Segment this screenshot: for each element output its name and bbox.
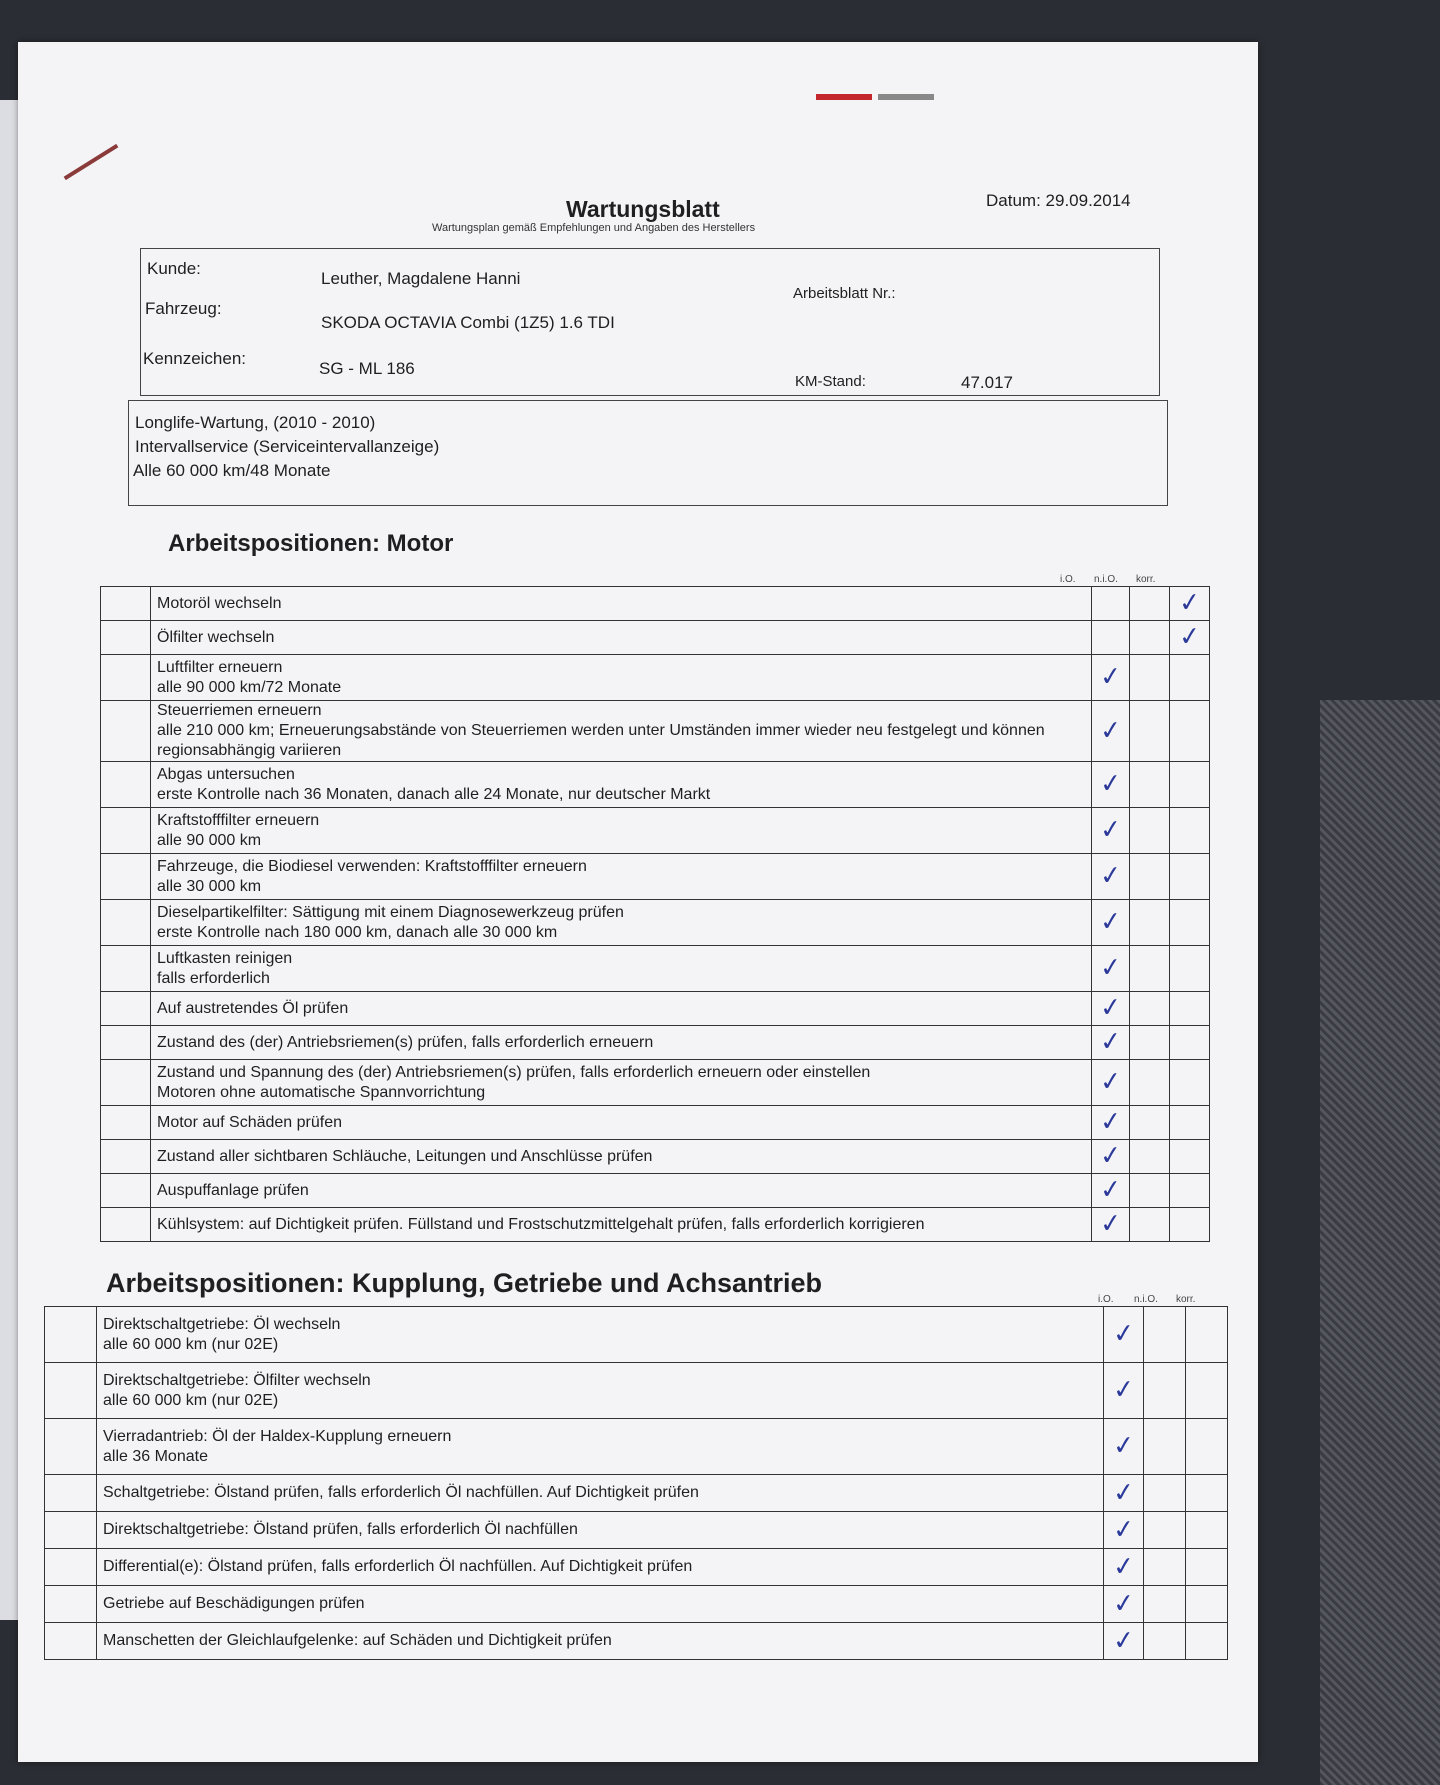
task-cell bbox=[151, 1174, 1092, 1208]
table-row bbox=[101, 992, 1210, 1026]
task-title: Kraftstofffilter erneuern bbox=[157, 811, 320, 829]
checkbox-io[interactable] bbox=[1092, 1026, 1130, 1060]
checkbox-nio[interactable] bbox=[1130, 1174, 1170, 1208]
checkbox-nio[interactable] bbox=[1144, 1512, 1186, 1549]
km-value: 47.017 bbox=[961, 373, 1013, 392]
task-title: Fahrzeuge, die Biodiesel verwenden: Kraftstofffilter erneuern bbox=[157, 857, 587, 875]
check-mark-icon: ✓ bbox=[1111, 1624, 1136, 1657]
task-title: Manschetten der Gleichlaufgelenke: auf Schäden und Dichtigkeit prüfen bbox=[103, 1632, 612, 1649]
row-number-cell bbox=[101, 587, 151, 621]
kupplung-table-body bbox=[45, 1307, 1228, 1660]
task-cell bbox=[151, 621, 1092, 655]
task-cell bbox=[151, 1026, 1092, 1060]
checkbox-io[interactable] bbox=[1104, 1475, 1144, 1512]
checkbox-nio[interactable] bbox=[1130, 621, 1170, 655]
task-note: alle 36 Monate bbox=[103, 1447, 208, 1465]
task-title: Direktschaltgetriebe: Öl wechseln bbox=[103, 1315, 341, 1333]
task-title: Getriebe auf Beschädigungen prüfen bbox=[103, 1595, 365, 1612]
checkbox-nio[interactable] bbox=[1130, 587, 1170, 621]
check-mark-icon: ✓ bbox=[1098, 1139, 1123, 1173]
task-title: Direktschaltgetriebe: Ölfilter wechseln bbox=[103, 1371, 371, 1389]
check-mark-icon: ✓ bbox=[1098, 1065, 1123, 1099]
checkbox-korr[interactable] bbox=[1186, 1475, 1228, 1512]
checkbox-korr[interactable] bbox=[1170, 621, 1210, 655]
checkbox-io[interactable] bbox=[1092, 655, 1130, 701]
checkbox-nio[interactable] bbox=[1144, 1623, 1186, 1660]
checkbox-io[interactable] bbox=[1104, 1586, 1144, 1623]
task-title: Abgas untersuchen bbox=[157, 765, 295, 783]
checkbox-nio[interactable] bbox=[1130, 854, 1170, 900]
checkbox-io[interactable] bbox=[1092, 900, 1130, 946]
checkbox-korr[interactable] bbox=[1170, 655, 1210, 701]
checkbox-nio[interactable] bbox=[1144, 1419, 1186, 1475]
checkbox-io[interactable] bbox=[1092, 854, 1130, 900]
row-number-cell bbox=[45, 1475, 97, 1512]
task-title: Auspuffanlage prüfen bbox=[157, 1181, 309, 1199]
table-row bbox=[101, 854, 1210, 900]
checkbox-io[interactable] bbox=[1092, 1106, 1130, 1140]
plan-box bbox=[128, 400, 1168, 506]
checkbox-korr[interactable] bbox=[1170, 1106, 1210, 1140]
row-number-cell bbox=[45, 1419, 97, 1475]
checkbox-nio[interactable] bbox=[1144, 1586, 1186, 1623]
checkbox-nio[interactable] bbox=[1130, 808, 1170, 854]
task-title: Steuerriemen erneuern bbox=[157, 702, 322, 719]
checkbox-korr[interactable] bbox=[1170, 854, 1210, 900]
date-value: 29.09.2014 bbox=[1045, 191, 1131, 210]
check-mark-icon: ✓ bbox=[1098, 767, 1123, 801]
check-mark-icon: ✓ bbox=[1111, 1550, 1136, 1583]
check-mark-icon: ✓ bbox=[1111, 1476, 1136, 1509]
task-title: Schaltgetriebe: Ölstand prüfen, falls erforderlich Öl nachfüllen. Auf Dichtigkeit prüfen bbox=[103, 1484, 699, 1501]
checkbox-nio[interactable] bbox=[1130, 900, 1170, 946]
motor-table-body bbox=[101, 587, 1210, 1242]
task-cell bbox=[151, 946, 1092, 992]
checkbox-nio[interactable] bbox=[1130, 762, 1170, 808]
date-label: Datum: bbox=[986, 191, 1041, 210]
checkbox-io[interactable] bbox=[1104, 1512, 1144, 1549]
checkbox-korr[interactable] bbox=[1170, 1140, 1210, 1174]
task-cell bbox=[97, 1512, 1104, 1549]
checkbox-nio[interactable] bbox=[1130, 946, 1170, 992]
table-row bbox=[45, 1512, 1228, 1549]
checkbox-nio[interactable] bbox=[1130, 655, 1170, 701]
task-title: Direktschaltgetriebe: Ölstand prüfen, falls erforderlich Öl nachfüllen bbox=[103, 1521, 578, 1538]
row-number-cell bbox=[45, 1623, 97, 1660]
col-head-nio-motor: n.i.O. bbox=[1094, 574, 1118, 585]
checkbox-korr[interactable] bbox=[1186, 1549, 1228, 1586]
row-number-cell bbox=[101, 1106, 151, 1140]
table-row bbox=[101, 946, 1210, 992]
checkbox-io[interactable] bbox=[1092, 762, 1130, 808]
row-number-cell bbox=[101, 854, 151, 900]
check-mark-icon: ✓ bbox=[1098, 951, 1123, 985]
checkbox-korr[interactable] bbox=[1170, 992, 1210, 1026]
checkbox-io[interactable] bbox=[1092, 946, 1130, 992]
task-title: Auf austretendes Öl prüfen bbox=[157, 999, 349, 1017]
kupplung-table bbox=[44, 1306, 1228, 1660]
kunde-value: Leuther, Magdalene Hanni bbox=[321, 269, 521, 288]
task-cell bbox=[151, 1140, 1092, 1174]
table-row bbox=[101, 655, 1210, 701]
checkbox-korr[interactable] bbox=[1186, 1586, 1228, 1623]
table-row bbox=[101, 1174, 1210, 1208]
checkbox-io[interactable] bbox=[1092, 587, 1130, 621]
row-number-cell bbox=[101, 1140, 151, 1174]
checkbox-nio[interactable] bbox=[1130, 1106, 1170, 1140]
row-number-cell bbox=[101, 621, 151, 655]
checkbox-io[interactable] bbox=[1104, 1419, 1144, 1475]
checkbox-io[interactable] bbox=[1092, 1060, 1130, 1106]
plan-line-2: Intervallservice (Serviceintervallanzeige) bbox=[135, 437, 440, 456]
task-note: erste Kontrolle nach 180 000 km, danach alle 30 000 km bbox=[157, 923, 558, 941]
check-mark-icon: ✓ bbox=[1098, 991, 1123, 1025]
row-number-cell bbox=[45, 1512, 97, 1549]
checkbox-io[interactable] bbox=[1092, 701, 1130, 762]
task-cell bbox=[151, 762, 1092, 808]
check-mark-icon: ✓ bbox=[1098, 905, 1123, 939]
table-row bbox=[101, 1060, 1210, 1106]
table-row bbox=[45, 1419, 1228, 1475]
task-cell bbox=[97, 1623, 1104, 1660]
checkbox-korr[interactable] bbox=[1170, 900, 1210, 946]
row-number-cell bbox=[101, 992, 151, 1026]
table-row bbox=[45, 1623, 1228, 1660]
task-cell bbox=[151, 1208, 1092, 1242]
row-number-cell bbox=[101, 1060, 151, 1106]
task-cell bbox=[151, 992, 1092, 1026]
task-note: alle 30 000 km bbox=[157, 877, 262, 895]
row-number-cell bbox=[101, 1208, 151, 1242]
check-mark-icon: ✓ bbox=[1177, 586, 1202, 620]
checkbox-nio[interactable] bbox=[1130, 1026, 1170, 1060]
check-mark-icon: ✓ bbox=[1111, 1429, 1136, 1463]
checkbox-nio[interactable] bbox=[1130, 1060, 1170, 1106]
task-title: Luftfilter erneuern bbox=[157, 658, 283, 676]
plan-line-1: Longlife-Wartung, (2010 - 2010) bbox=[135, 413, 376, 432]
checkbox-io[interactable] bbox=[1104, 1623, 1144, 1660]
check-mark-icon: ✓ bbox=[1111, 1317, 1136, 1351]
col-head-io-kupplung: i.O. bbox=[1098, 1294, 1114, 1305]
task-title: Differential(e): Ölstand prüfen, falls erforderlich Öl nachfüllen. Auf Dichtigkeit prüfen bbox=[103, 1558, 693, 1575]
kennzeichen-value: SG - ML 186 bbox=[319, 359, 415, 378]
task-cell bbox=[151, 1060, 1092, 1106]
task-cell bbox=[97, 1419, 1104, 1475]
check-mark-icon: ✓ bbox=[1098, 660, 1123, 694]
row-number-cell bbox=[45, 1307, 97, 1363]
col-head-nio-kupplung: n.i.O. bbox=[1134, 1294, 1158, 1305]
checkbox-io[interactable] bbox=[1092, 992, 1130, 1026]
checkbox-korr[interactable] bbox=[1170, 701, 1210, 762]
checkbox-io[interactable] bbox=[1092, 1208, 1130, 1242]
checkbox-io[interactable] bbox=[1092, 808, 1130, 854]
row-number-cell bbox=[101, 1174, 151, 1208]
customer-box bbox=[140, 248, 1160, 396]
table-row bbox=[101, 762, 1210, 808]
task-title: Vierradantrieb: Öl der Haldex-Kupplung erneuern bbox=[103, 1427, 452, 1445]
grey-stripe bbox=[878, 94, 934, 100]
task-note: alle 60 000 km (nur 02E) bbox=[103, 1335, 279, 1353]
checkbox-korr[interactable] bbox=[1170, 1060, 1210, 1106]
task-cell bbox=[151, 701, 1092, 762]
check-mark-icon: ✓ bbox=[1098, 714, 1123, 747]
checkbox-korr[interactable] bbox=[1170, 762, 1210, 808]
checkbox-korr[interactable] bbox=[1170, 808, 1210, 854]
task-note: alle 90 000 km/72 Monate bbox=[157, 678, 342, 696]
kunde-label: Kunde: bbox=[147, 259, 201, 278]
table-row bbox=[101, 1106, 1210, 1140]
check-mark-icon: ✓ bbox=[1098, 1207, 1123, 1241]
check-mark-icon: ✓ bbox=[1098, 859, 1123, 893]
checkbox-io[interactable] bbox=[1092, 1174, 1130, 1208]
checkbox-nio[interactable] bbox=[1130, 992, 1170, 1026]
table-row bbox=[45, 1307, 1228, 1363]
task-cell bbox=[97, 1475, 1104, 1512]
checkbox-korr[interactable] bbox=[1186, 1363, 1228, 1419]
fahrzeug-value: SKODA OCTAVIA Combi (1Z5) 1.6 TDI bbox=[321, 313, 615, 332]
row-number-cell bbox=[45, 1363, 97, 1419]
task-cell bbox=[151, 854, 1092, 900]
motor-table bbox=[100, 586, 1210, 1242]
task-title: Ölfilter wechseln bbox=[157, 628, 275, 646]
checkbox-nio[interactable] bbox=[1130, 1140, 1170, 1174]
task-cell bbox=[97, 1549, 1104, 1586]
checkbox-nio[interactable] bbox=[1144, 1475, 1186, 1512]
task-title: Motoröl wechseln bbox=[157, 594, 282, 612]
task-cell bbox=[97, 1307, 1104, 1363]
check-mark-icon: ✓ bbox=[1111, 1587, 1136, 1620]
check-mark-icon: ✓ bbox=[1098, 1025, 1123, 1059]
checkbox-korr[interactable] bbox=[1186, 1307, 1228, 1363]
checkbox-korr[interactable] bbox=[1170, 1026, 1210, 1060]
table-row bbox=[101, 1026, 1210, 1060]
checkbox-io[interactable] bbox=[1092, 621, 1130, 655]
section-title-motor: Arbeitspositionen: Motor bbox=[168, 530, 454, 557]
check-mark-icon: ✓ bbox=[1098, 813, 1123, 847]
arbeitsblatt-label: Arbeitsblatt Nr.: bbox=[793, 285, 896, 302]
checkbox-korr[interactable] bbox=[1170, 587, 1210, 621]
check-mark-icon: ✓ bbox=[1098, 1173, 1123, 1207]
checkbox-korr[interactable] bbox=[1170, 946, 1210, 992]
background-fabric bbox=[1320, 700, 1440, 1785]
checkbox-io[interactable] bbox=[1104, 1549, 1144, 1586]
row-number-cell bbox=[45, 1586, 97, 1623]
row-number-cell bbox=[101, 762, 151, 808]
task-cell bbox=[97, 1363, 1104, 1419]
row-number-cell bbox=[45, 1549, 97, 1586]
task-note: alle 210 000 km; Erneuerungsabstände von Steuerriemen werden unter Umständen immer wieder neu festgelegt und können regionsabhängig variieren bbox=[157, 722, 1045, 759]
checkbox-korr[interactable] bbox=[1170, 1174, 1210, 1208]
row-number-cell bbox=[101, 900, 151, 946]
checkbox-nio[interactable] bbox=[1144, 1363, 1186, 1419]
table-row bbox=[101, 900, 1210, 946]
task-title: Dieselpartikelfilter: Sättigung mit einem Diagnosewerkzeug prüfen bbox=[157, 903, 624, 921]
km-label: KM-Stand: bbox=[795, 373, 866, 390]
row-number-cell bbox=[101, 655, 151, 701]
checkbox-nio[interactable] bbox=[1130, 1208, 1170, 1242]
date bbox=[986, 191, 1131, 211]
checkbox-korr[interactable] bbox=[1170, 1208, 1210, 1242]
page-title: Wartungsblatt bbox=[566, 196, 720, 222]
task-title: Luftkasten reinigen bbox=[157, 949, 293, 967]
checkbox-korr[interactable] bbox=[1186, 1419, 1228, 1475]
table-row bbox=[45, 1586, 1228, 1623]
table-row bbox=[45, 1475, 1228, 1512]
check-mark-icon: ✓ bbox=[1177, 620, 1202, 654]
task-title: Zustand aller sichtbaren Schläuche, Leitungen und Anschlüsse prüfen bbox=[157, 1147, 653, 1165]
task-cell bbox=[151, 1106, 1092, 1140]
checkbox-nio[interactable] bbox=[1144, 1549, 1186, 1586]
kennzeichen-label: Kennzeichen: bbox=[143, 349, 247, 368]
task-cell bbox=[151, 808, 1092, 854]
checkbox-nio[interactable] bbox=[1144, 1307, 1186, 1363]
col-head-io-motor: i.O. bbox=[1060, 574, 1076, 585]
table-row bbox=[101, 587, 1210, 621]
col-head-korr-motor: korr. bbox=[1136, 574, 1156, 585]
task-cell bbox=[151, 587, 1092, 621]
checkbox-io[interactable] bbox=[1104, 1307, 1144, 1363]
checkbox-io[interactable] bbox=[1092, 1140, 1130, 1174]
task-note: Motoren ohne automatische Spannvorrichtung bbox=[157, 1083, 486, 1101]
plan-line-3: Alle 60 000 km/48 Monate bbox=[133, 461, 331, 480]
row-number-cell bbox=[101, 946, 151, 992]
task-title: Kühlsystem: auf Dichtigkeit prüfen. Füllstand und Frostschutzmittelgehalt prüfen, falls erforderlich korrigieren bbox=[157, 1215, 925, 1233]
task-title: Zustand des (der) Antriebsriemen(s) prüfen, falls erforderlich erneuern bbox=[157, 1033, 654, 1051]
check-mark-icon: ✓ bbox=[1098, 1105, 1123, 1139]
fahrzeug-label: Fahrzeug: bbox=[145, 299, 222, 318]
check-mark-icon: ✓ bbox=[1111, 1513, 1136, 1546]
task-cell bbox=[151, 655, 1092, 701]
task-cell bbox=[151, 900, 1092, 946]
checkbox-io[interactable] bbox=[1104, 1363, 1144, 1419]
task-title: Motor auf Schäden prüfen bbox=[157, 1113, 343, 1131]
red-stripe bbox=[816, 94, 872, 100]
task-title: Zustand und Spannung des (der) Antriebsriemen(s) prüfen, falls erforderlich erneuern oder einstellen bbox=[157, 1063, 871, 1081]
row-number-cell bbox=[101, 808, 151, 854]
checkbox-nio[interactable] bbox=[1130, 701, 1170, 762]
section-title-kupplung: Arbeitspositionen: Kupplung, Getriebe und Achsantrieb bbox=[106, 1268, 823, 1298]
table-row bbox=[101, 808, 1210, 854]
task-note: alle 90 000 km bbox=[157, 831, 262, 849]
table-row bbox=[101, 701, 1210, 762]
row-number-cell bbox=[101, 701, 151, 762]
task-note: alle 60 000 km (nur 02E) bbox=[103, 1391, 279, 1409]
page-subtitle: Wartungsplan gemäß Empfehlungen und Angaben des Herstellers bbox=[432, 222, 756, 234]
col-head-korr-kupplung: korr. bbox=[1176, 1294, 1196, 1305]
checkbox-korr[interactable] bbox=[1186, 1512, 1228, 1549]
table-row bbox=[101, 621, 1210, 655]
task-cell bbox=[97, 1586, 1104, 1623]
table-row bbox=[101, 1140, 1210, 1174]
row-number-cell bbox=[101, 1026, 151, 1060]
table-row bbox=[101, 1208, 1210, 1242]
table-row bbox=[45, 1363, 1228, 1419]
task-note: erste Kontrolle nach 36 Monaten, danach alle 24 Monate, nur deutscher Markt bbox=[157, 785, 711, 803]
table-row bbox=[45, 1549, 1228, 1586]
checkbox-korr[interactable] bbox=[1186, 1623, 1228, 1660]
check-mark-icon: ✓ bbox=[1111, 1373, 1136, 1407]
task-note: falls erforderlich bbox=[157, 969, 270, 987]
